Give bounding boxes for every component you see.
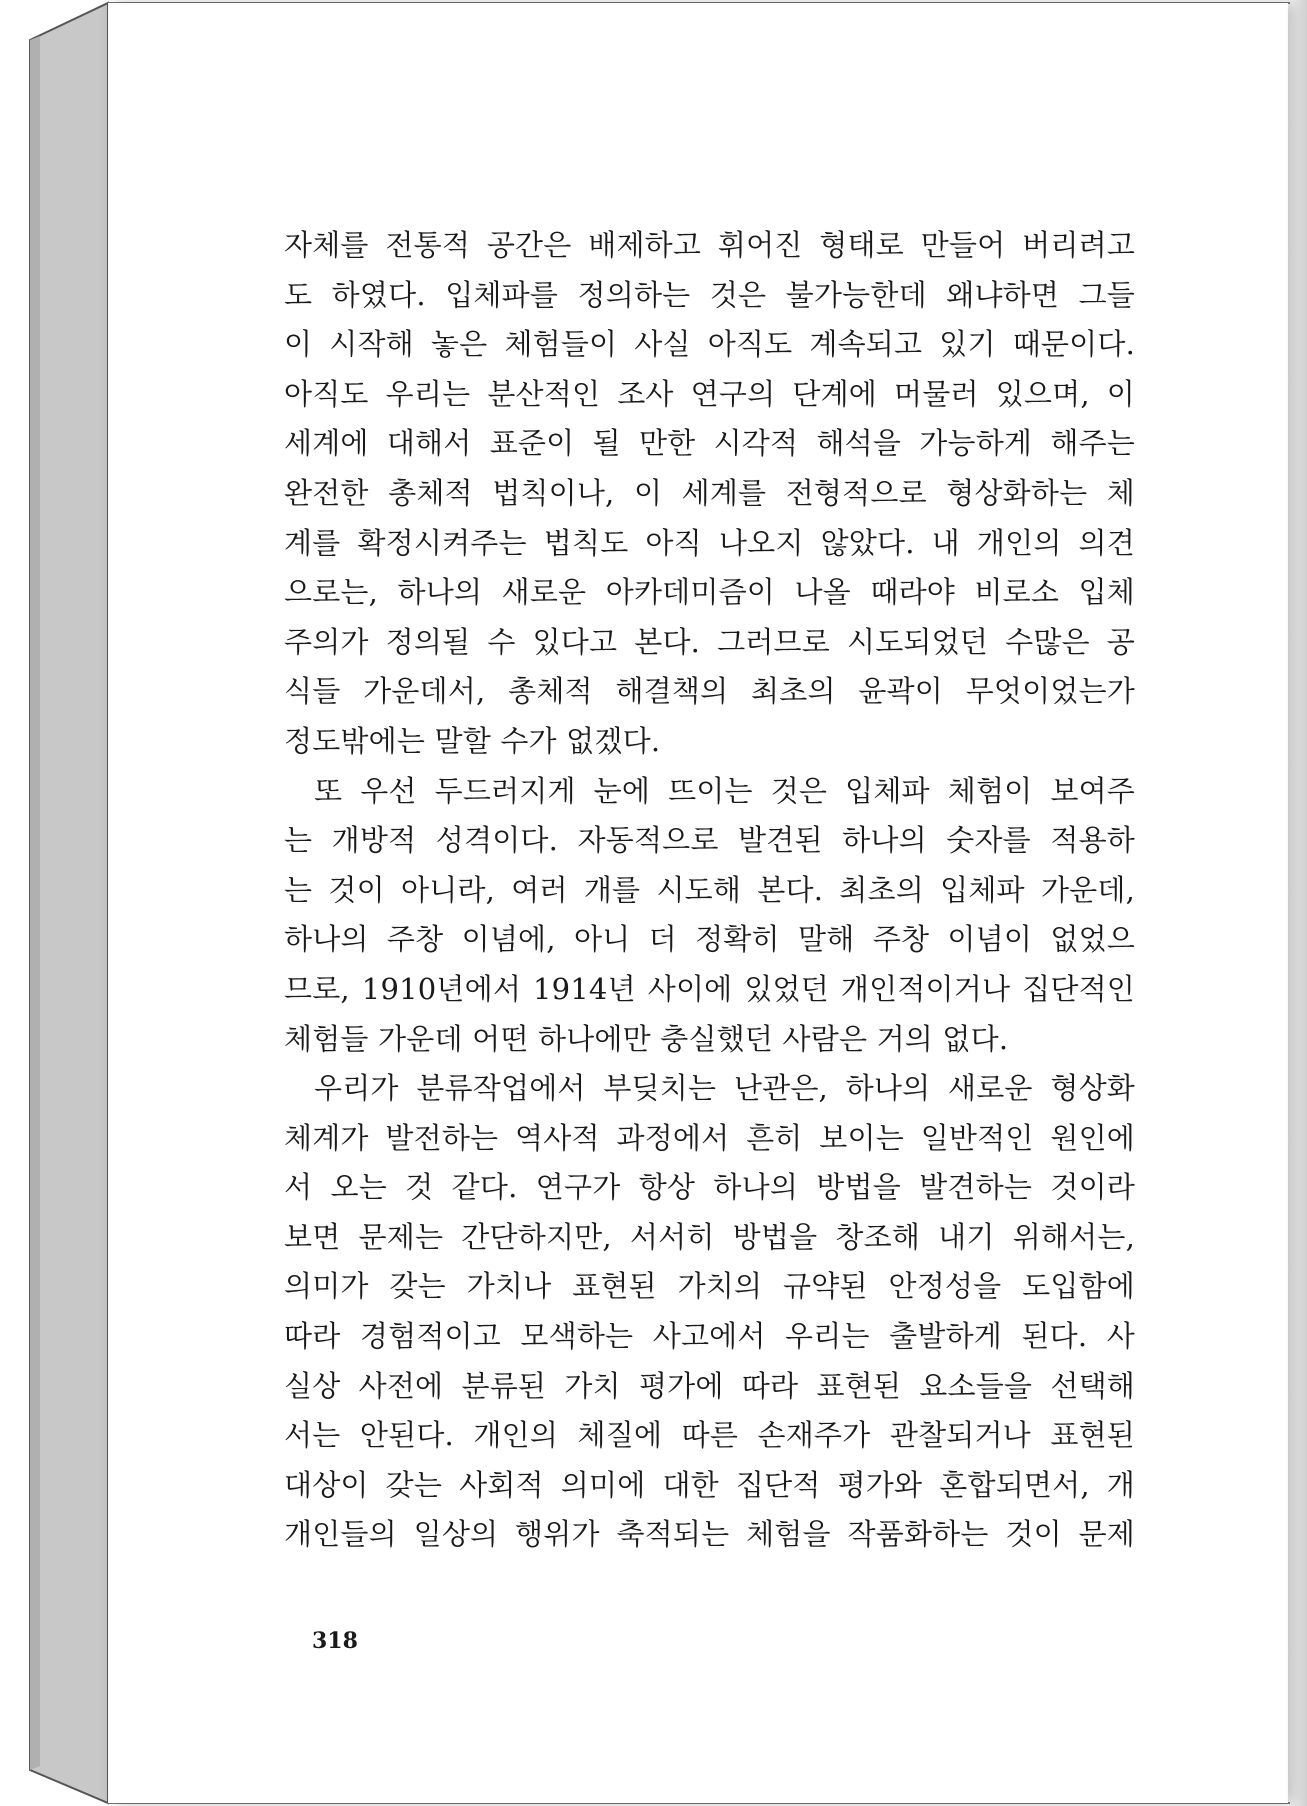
text-line: 우리가 분류작업에서 부딪치는 난관은, 하나의 새로운 형상화 [314, 1071, 1135, 1106]
text-line: 는 개방적 성격이다. 자동적으로 발견된 하나의 숫자를 적용하 [284, 823, 1135, 858]
text-line: 식들 가운데서, 총체적 해결책의 최초의 윤곽이 무엇이었는가 [284, 674, 1135, 709]
text-line: 세계에 대해서 표준이 될 만한 시각적 해석을 가능하게 해주는 [284, 426, 1135, 461]
text-line: 따라 경험적이고 모색하는 사고에서 우리는 출발하게 된다. 사 [284, 1319, 1135, 1354]
text-line: 므로, 1910년에서 1914년 사이에 있었던 개인적이거나 집단적인 [284, 971, 1135, 1006]
text-line: 체계가 발전하는 역사적 과정에서 흔히 보이는 일반적인 원인에 [284, 1120, 1135, 1155]
text-line: 대상이 갖는 사회적 의미에 대한 집단적 평가와 혼합되면서, 개 [284, 1467, 1135, 1502]
text-line: 의미가 갖는 가치나 표현된 가치의 규약된 안정성을 도입함에 [284, 1269, 1135, 1304]
text-line: 개인들의 일상의 행위가 축적되는 체험을 작품화하는 것이 문제 [284, 1517, 1135, 1552]
body-text [284, 221, 1135, 1560]
text-line: 자체를 전통적 공간은 배제하고 휘어진 형태로 만들어 버리려고 [284, 228, 1135, 262]
book-side-shadow [30, 36, 40, 1770]
text-line: 주의가 정의될 수 있다고 본다. 그러므로 시도되었던 수많은 공 [284, 624, 1135, 659]
text-line: 서 오는 것 같다. 연구가 항상 하나의 방법을 발견하는 것이라 [284, 1170, 1135, 1205]
book-side-face [30, 3, 108, 1803]
text-line: 서는 안된다. 개인의 체질에 따른 손재주가 관찰되거나 표현된 [284, 1418, 1135, 1453]
text-line: 완전한 총체적 법칙이나, 이 세계를 전형적으로 형상화하는 체 [284, 475, 1135, 510]
text-line: 정도밖에는 말할 수가 없겠다. [284, 723, 661, 758]
text-line: 는 것이 아니라, 여러 개를 시도해 본다. 최초의 입체파 가운데, [284, 872, 1135, 907]
text-line: 아직도 우리는 분산적인 조사 연구의 단계에 머물러 있으며, 이 [284, 376, 1135, 411]
text-line: 체험들 가운데 어떤 하나에만 충실했던 사람은 거의 없다. [284, 1021, 1009, 1056]
text-line: 이 시작해 놓은 체험들이 사실 아직도 계속되고 있기 때문이다. [284, 327, 1135, 362]
text-line: 또 우선 두드러지게 눈에 뜨이는 것은 입체파 체험이 보여주 [314, 773, 1135, 808]
page-edge-shadow [1285, 0, 1307, 1806]
page-number: 318 [312, 1628, 358, 1654]
text-line: 보면 문제는 간단하지만, 서서히 방법을 창조해 내기 위해서는, [284, 1219, 1135, 1254]
text-line: 으로는, 하나의 새로운 아카데미즘이 나올 때라야 비로소 입체 [284, 575, 1135, 610]
text-line: 하나의 주창 이념에, 아니 더 정확히 말해 주창 이념이 없었으 [284, 922, 1135, 957]
text-line: 계를 확정시켜주는 법칙도 아직 나오지 않았다. 내 개인의 의견 [284, 525, 1135, 560]
text-line: 도 하였다. 입체파를 정의하는 것은 불가능한데 왜냐하면 그들 [284, 277, 1135, 312]
text-line: 실상 사전에 분류된 가치 평가에 따라 표현된 요소들을 선택해 [284, 1368, 1135, 1403]
